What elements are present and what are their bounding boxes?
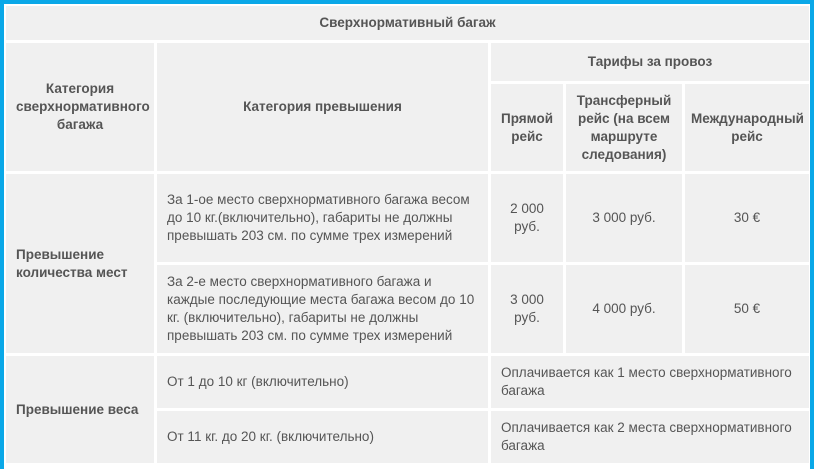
row-transfer-2: 4 000 руб. [566, 265, 682, 353]
header-excess: Категория превышения [157, 43, 488, 171]
table-title-row [6, 6, 809, 40]
table-row [6, 174, 809, 262]
row-excess-4: От 11 кг. до 20 кг. (включительно) [157, 411, 488, 463]
row-excess-3: От 1 до 10 кг (включительно) [157, 356, 488, 408]
row-category-count: Превышение количества мест [6, 174, 154, 353]
row-tariff-4: Оплачивается как 2 места сверхнормативного багажа [491, 411, 809, 463]
header-category: Категория сверхнормативного багажа [6, 43, 154, 171]
header-tariffs: Тарифы за провоз [491, 43, 809, 81]
baggage-table-frame [4, 4, 810, 469]
header-direct: Прямой рейс [491, 84, 563, 171]
row-excess-1: За 1-ое место сверхнормативного багажа весом до 10 кг.(включительно), габариты не должны превышать 203 см. по сумме трех измерений [157, 174, 488, 262]
row-excess-2: За 2-е место сверхнормативного багажа и каждые последующие места багажа весом до 10 кг. (включительно), габариты не должны превышать 203 см. по сумме трех измерений [157, 265, 488, 353]
row-transfer-1: 3 000 руб. [566, 174, 682, 262]
row-tariff-3: Оплачивается как 1 место сверхнормативного багажа [491, 356, 809, 408]
row-international-2: 50 € [685, 265, 809, 353]
table-title: Сверхнормативный багаж [6, 6, 809, 40]
row-international-1: 30 € [685, 174, 809, 262]
row-direct-2: 3 000 руб. [491, 265, 563, 353]
header-international: Международный рейс [685, 84, 809, 171]
row-category-weight: Превышение веса [6, 356, 154, 463]
table-row [6, 356, 809, 408]
row-direct-1: 2 000 руб. [491, 174, 563, 262]
header-row-1 [6, 43, 809, 81]
header-transfer: Трансферный рейс (на всем маршруте следования) [566, 84, 682, 171]
excess-baggage-table [4, 4, 810, 466]
